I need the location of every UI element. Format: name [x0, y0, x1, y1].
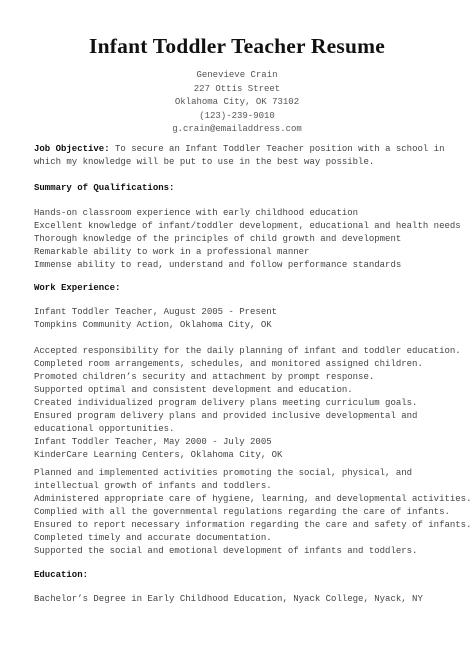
job-title: Infant Toddler Teacher, May 2000 - July 2005	[34, 437, 272, 447]
list-item: Complied with all the governmental regulations regarding the care of infants.	[34, 507, 450, 517]
list-item: Completed room arrangements, schedules, and monitored assigned children.	[34, 359, 423, 369]
qualifications-list	[34, 207, 461, 272]
list-item: Planned and implemented activities promoting the social, physical, and intellectual growth of infants and toddlers.	[34, 468, 413, 491]
qualifications-heading: Summary of Qualifications:	[34, 183, 175, 193]
list-item: Hands-on classroom experience with early childhood education	[34, 208, 359, 218]
contact-phone: (123)-239-9010	[199, 110, 275, 121]
list-item: Remarkable ability to work in a professional manner	[34, 247, 310, 257]
education-degree: Bachelor’s Degree in Early Childhood Education, Nyack College, Nyack, NY	[34, 594, 423, 604]
contact-city: Oklahoma City, OK 73102	[174, 97, 300, 107]
job-title: Infant Toddler Teacher, August 2005 - Present	[34, 307, 278, 317]
list-item: Supported optimal and consistent development and education.	[34, 385, 353, 395]
experience-heading: Work Experience:	[34, 283, 121, 293]
contact-block	[0, 69, 474, 137]
list-item: Ensured program delivery plans and provided inclusive developmental and educational opportunities.	[34, 411, 418, 434]
job-1-duties	[34, 345, 461, 462]
list-item: Ensured to report necessary information regarding the care and safety of infants.	[34, 520, 472, 530]
contact-street: 227 Ottis Street	[193, 83, 281, 94]
contact-email: g.crain@emailaddress.com	[172, 124, 302, 134]
list-item: Accepted responsibility for the daily planning of infant and toddler education.	[34, 346, 461, 356]
education-heading: Education:	[34, 570, 89, 580]
list-item: Supported the social and emotional development of infants and toddlers.	[34, 546, 418, 556]
objective-text: To secure an Infant Toddler Teacher position with a school in which my knowledge will be put to use in the best way possible.	[34, 144, 445, 167]
job-2-duties	[34, 467, 472, 558]
objective-section	[34, 143, 454, 169]
job-1-header	[34, 306, 454, 332]
objective-label: Job Objective:	[34, 144, 110, 154]
contact-name: Genevieve Crain	[196, 70, 278, 80]
job-employer: KinderCare Learning Centers, Oklahoma City, OK	[34, 450, 283, 460]
page-title: Infant Toddler Teacher Resume	[89, 34, 385, 58]
list-item: Thorough knowledge of the principles of child growth and development	[34, 234, 402, 244]
list-item: Promoted children’s security and attachment by prompt response.	[34, 372, 375, 382]
job-employer: Tompkins Community Action, Oklahoma City, OK	[34, 320, 272, 330]
list-item: Excellent knowledge of infant/toddler development, educational and health needs	[34, 221, 461, 231]
list-item: Created individualized program delivery plans meeting curriculum goals.	[34, 398, 418, 408]
list-item: Immense ability to read, understand and follow performance standards	[34, 260, 402, 270]
list-item: Completed timely and accurate documentation.	[34, 533, 272, 543]
list-item: Administered appropriate care of hygiene, learning, and developmental activities.	[34, 494, 472, 504]
